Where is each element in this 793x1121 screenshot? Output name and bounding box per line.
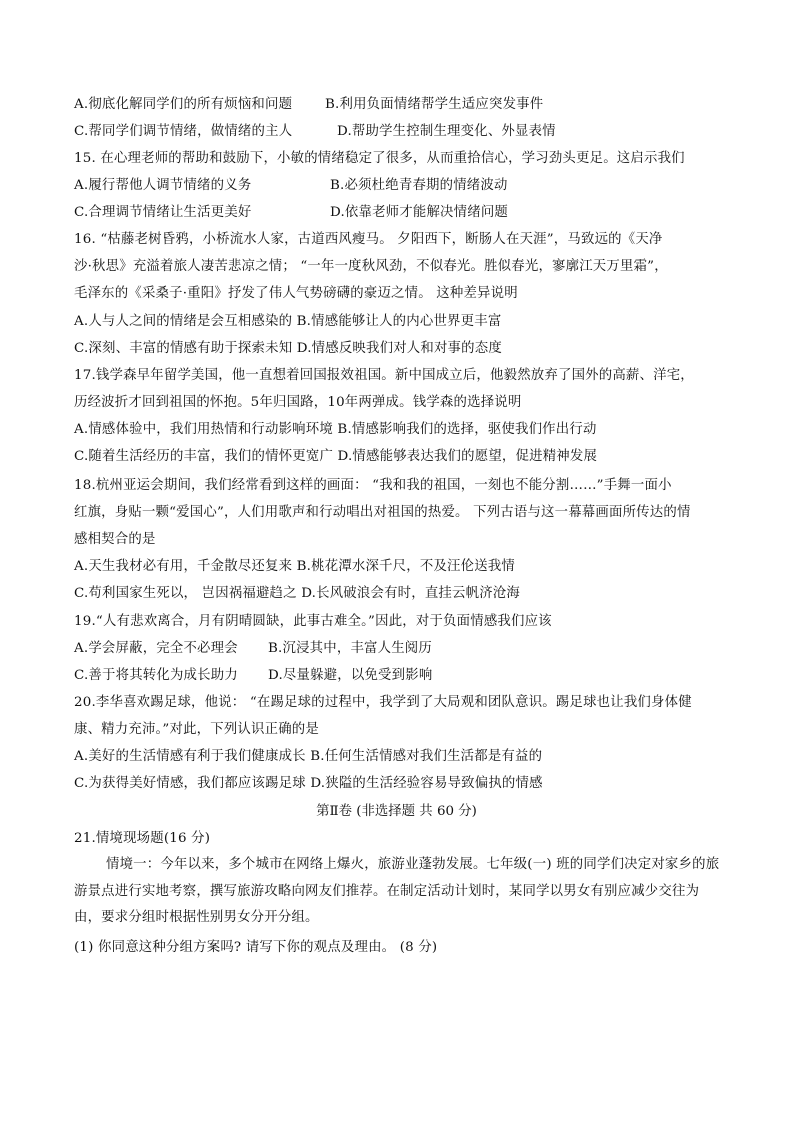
q20-stem-line1: 20.李华喜欢踢足球，他说： “在踢足球的过程中，我学到了大局观和团队意识。踢足球也让我们身体健 [74,695,692,710]
q18-options-cd: C.苟利国家生死以， 岂因祸福避趋之 D.长风破浪会有时，直挂云帆济沧海 [74,586,520,601]
q17-options-cd: C.随着生活经历的丰富，我们的情怀更宽广 D.情感能够表达我们的愿望，促进精神发展 [74,449,598,464]
q19-option-d: D.尽量躲避，以免受到影响 [268,668,433,683]
q19-options-cd [74,667,433,685]
q16-options-cd: C.深刻、丰富的情感有助于探索未知 D.情感反映我们对人和对事的态度 [74,341,502,356]
q20-stem-line2: 康、精力充沛。”对此，下列认识正确的是 [74,722,319,737]
q17-options-ab: A.情感体验中，我们用热情和行动影响环境 B.情感影响我们的选择，驱使我们作出行动 [74,422,597,437]
q14-option-d: D.帮助学生控制生理变化、外显表情 [337,124,556,139]
q14-options-ab [74,96,544,114]
q18-stem-line2: 红旗，身贴一颗“爱国心”，人们用歌声和行动唱出对祖国的热爱。 下列古语与这一幕幕画面所传达的情 [74,505,691,520]
q18-stem-line3: 感相契合的是 [74,532,156,547]
q15-options-ab [74,177,508,195]
q15-option-b: B.必须杜绝青春期的情绪波动 [330,178,508,193]
q19-option-b: B.沉浸其中，丰富人生阅历 [268,641,432,656]
q18-options-ab: A.天生我材必有用，千金散尽还复来 B.桃花潭水深千尺，不及汪伦送我情 [74,559,515,574]
q16-stem-line1: 16. “枯藤老树昏鸦，小桥流水人家，古道西风瘦马。 夕阳西下，断肠人在天涯”，马致远的《天净 [74,232,663,247]
q15-stem: 15. 在心理老师的帮助和鼓励下，小敏的情绪稳定了很多，从而重拾信心，学习劲头更足。这启示我们 [74,151,685,166]
q17-stem-line1: 17.钱学森早年留学美国，他一直想着回国报效祖国。新中国成立后，他毅然放弃了国外的高薪、洋宅， [74,368,694,383]
q19-options-ab [74,640,432,658]
q21-sub1: (1) 你同意这种分组方案吗? 请写下你的观点及理由。 (8 分) [74,940,438,955]
q16-options-ab: A.人与人之间的情绪是会互相感染的 B.情感能够让人的内心世界更丰富 [74,314,502,329]
q20-options-cd: C.为获得美好情感，我们都应该踢足球 D.狭隘的生活经验容易导致偏执的情感 [74,776,543,791]
q20-options-ab: A.美好的生活情感有利于我们健康成长 B.任何生活情感对我们生活都是有益的 [74,749,543,764]
q16-stem-line3: 毛泽东的《采桑子·重阳》抒发了伟人气势磅礴的豪迈之情。 这种差异说明 [74,286,518,301]
q21-title: 21.情境现场题(16 分) [74,831,211,846]
q14-option-c: C.帮同学们调节情绪，做情绪的主人 [74,124,293,139]
q17-stem-line2: 历经波折才回到祖国的怀抱。5年归国路，10年两弹成。钱学森的选择说明 [74,395,522,410]
q19-option-c: C.善于将其转化为成长助力 [74,668,238,683]
q19-option-a: A.学会屏蔽，完全不必理会 [74,641,238,656]
q14-option-a: A.彻底化解同学们的所有烦恼和问题 [74,97,293,112]
q15-options-cd [74,204,509,222]
q16-stem-line2: 沙·秋思》充溢着旅人凄苦悲凉之情； “一年一度秋风劲，不似春光。胜似春光，寥廓江天万里霜”， [74,259,668,274]
q15-option-c: C.合理调节情绪让生活更美好 [74,205,252,220]
q14-option-b: B.利用负面情绪帮学生适应突发事件 [325,97,544,112]
q21-scenario: 情境一：今年以来，多个城市在网络上爆火，旅游业蓬勃发展。七年级(一) 班的同学们决定对家乡的旅游景点进行实地考察，撰写旅游攻略向网友们推荐。在制定活动计划时，某同学以男女有别应减少交往为由，要求分组时根据性别男女分开分组。 [74,857,720,926]
q18-stem-line1: 18.杭州亚运会期间，我们经常看到这样的画面： “我和我的祖国，一刻也不能分割……”手舞一面小 [74,478,672,493]
q15-option-a: A.履行帮他人调节情绪的义务 [74,178,252,193]
q15-option-d: D.依靠老师才能解决情绪问题 [330,205,509,220]
section-2-title: 第Ⅱ卷 (非选择题 共 60 分) [316,804,477,819]
q19-stem: 19.“人有悲欢离合，月有阴晴圆缺，此事古难全。”因此，对于负面情感我们应该 [74,614,552,629]
q14-options-cd [74,123,556,141]
